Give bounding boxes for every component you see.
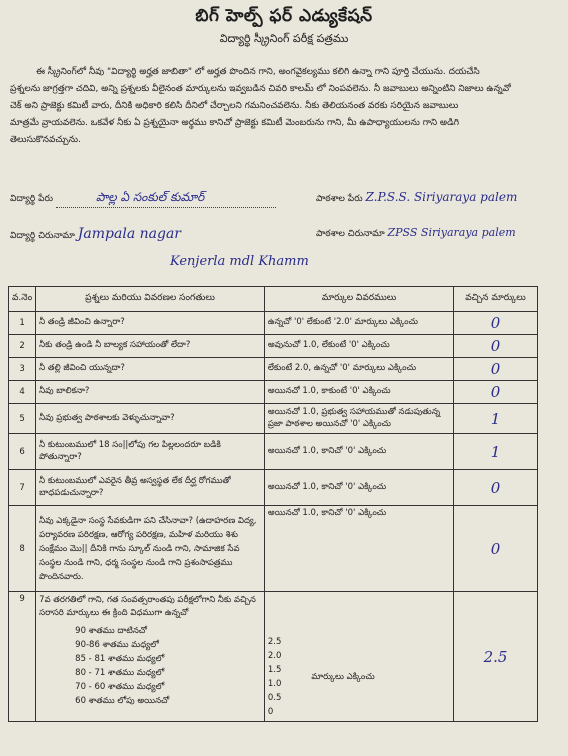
student-name-label: విద్యార్థి పేరు — [10, 194, 53, 204]
row-mark-value: 0 — [490, 478, 501, 497]
row-number: 7 — [9, 470, 36, 506]
row-question: నీ కుటుంబములో ఎవరైన తీవ్ర అస్వస్థత లేక దీర్ఘ రోగముతో బాధపడుచున్నారా? — [36, 470, 265, 506]
row-question: నీ కుటుంబములో 18 సం||లోపు గల పిల్లలందరూ బడికి పోతున్నారా? — [36, 434, 265, 470]
row-mark-cell[interactable] — [454, 358, 538, 381]
table-row — [9, 312, 538, 335]
row-mark-value: 1 — [490, 442, 501, 461]
instruction-line: చెక్ అని ప్రాజెక్టు కమిటీ వారు, దీనికి అధికారి కలిసి దీనిలో చేర్చాలని గమనించవలెను. నీకు తెలియనంత వరకు సరియైన జవాబులు — [10, 101, 459, 111]
range-item: 85 - 81 శాతము మధ్యలో — [75, 654, 165, 664]
row-mark-cell[interactable] — [454, 335, 538, 358]
row-marks-rule: అయినచో 1.0, కానిచో '0' ఎక్కించు — [264, 506, 453, 592]
instruction-line: ఈ స్క్రీనింగ్‌లో నీవు "విద్యార్థి అర్హత జాబితా" లో అర్హత పొందిన గాని, అంగవైకల్యము కలిగి ఉన్నా గాని పూర్తి చేయును. దయచేసి — [36, 67, 480, 77]
range-item: 70 - 60 శాతము మధ్యలో — [75, 682, 165, 692]
row-marks-rule: లేకుంటే 2.0, ఉన్నచో '0' మార్కులు ఎక్కించు — [264, 358, 453, 381]
table-row — [9, 434, 538, 470]
row-marks-rule: అయినచో 1.0, కానిచో '0' ఎక్కించు — [264, 470, 453, 506]
row-mark-cell[interactable] — [454, 506, 538, 592]
range-item: 90 శాతము దాటినచో — [75, 626, 147, 636]
row-number: 6 — [9, 434, 36, 470]
table-row — [9, 358, 538, 381]
row-marks-rule: అవునుచో 1.0, లేకుంటే '0' ఎక్కించు — [264, 335, 453, 358]
row-number: 3 — [9, 358, 36, 381]
range-item: 90-86 శాతము మధ్యలో — [75, 640, 159, 650]
instruction-line: మాత్రమే వ్రాయవలెను. ఒకవేళ నీకు ఏ ప్రశ్నయైనా అర్థము కానిచో ప్రాజెక్టు కమిటీ మెంబరును గాని, మీ ఉపాధ్యాయులను గాని అడిగి — [10, 118, 460, 128]
col-header-marks-detail: మార్కుల వివరములు — [264, 287, 453, 312]
instruction-line: ప్రశ్నలను జాగ్రత్తగా చదివి, అన్ని ప్రశ్నలకు వీలైనంత మార్కులను ఇవ్వబడిన చివరి కాలమ్ లో నింపవలెను. నీ జవాబులు అన్నింటిని నిజాలు ఉన్నవో — [10, 84, 511, 94]
row-mark-value: 1 — [490, 409, 501, 428]
marks-scale — [268, 635, 450, 719]
row-mark-cell[interactable] — [454, 404, 538, 434]
row-marks-rule: అయినచో 1.0, కాకుంటే '0' ఎక్కించు — [264, 381, 453, 404]
scale-value: 0 — [267, 707, 274, 717]
table-row — [9, 404, 538, 434]
percentage-range-list — [75, 624, 261, 708]
row-number: 8 — [9, 506, 36, 592]
table-row — [9, 506, 538, 592]
row-number: 9 — [9, 592, 36, 722]
scale-label: మార్కులు ఎక్కించు — [311, 672, 375, 682]
address-label: విద్యార్థి చిరునామా — [10, 231, 75, 241]
col-header-marks-obtained: వచ్చిన మార్కులు — [454, 287, 538, 312]
scale-value: 2.0 — [267, 651, 282, 661]
row-question: నీకు తండ్రి ఉండి నీ బాల్యక సహాయంతో లేదా? — [36, 335, 265, 358]
screening-table — [8, 286, 538, 722]
row-number: 4 — [9, 381, 36, 404]
row-marks-rule: అయినచో 1.0, ప్రభుత్వ సహాయముతో నడుపుతున్న ప్రజా పాఠశాల అయినచో '0' ఎక్కించు — [264, 404, 453, 434]
row-question-text: 7వ తరగతిలో గాని, గత సంవత్సరాంతపు పరీక్షలోగాని నీకు వచ్చిన సరాసరి మార్కులు ఈ క్రింది విధముగా ఉన్నచో — [39, 595, 256, 618]
school-address-value: ZPSS Siriyaraya palem — [387, 226, 516, 239]
col-header-serial: వ.నెం — [9, 287, 36, 312]
row-question: నీ తండ్రి జీవించి ఉన్నారా? — [36, 312, 265, 335]
range-item: 80 - 71 శాతము మధ్యలో — [75, 668, 165, 678]
col-header-question: ప్రశ్నలు మరియు వివరణల సంగతులు — [36, 287, 265, 312]
range-item: 60 శాతము లోపు అయినచో — [75, 696, 170, 706]
row-mark-value: 0 — [490, 337, 501, 355]
row-question — [36, 592, 265, 722]
school-name-label: పాఠశాల పేరు — [316, 194, 363, 204]
table-header-row — [9, 287, 538, 312]
row-mark-value: 2.5 — [483, 647, 508, 666]
table-row — [9, 592, 538, 722]
school-name-field[interactable] — [316, 190, 517, 206]
scale-values — [268, 635, 282, 719]
row-mark-cell[interactable] — [454, 381, 538, 404]
row-question: నీ తల్లి జీవించి యున్నదా? — [36, 358, 265, 381]
row-marks-rule: అయినచో 1.0, కానిచో '0' ఎక్కించు — [264, 434, 453, 470]
row-number: 2 — [9, 335, 36, 358]
row-mark-value: 0 — [490, 360, 501, 378]
student-name-value: పాల్ల ఏ సంకుల్ కుమార్ — [95, 190, 205, 204]
row-mark-value: 0 — [490, 539, 501, 558]
address-field-line2[interactable] — [170, 254, 309, 269]
scale-value: 1.5 — [267, 665, 282, 675]
instruction-line: తెలుసుకొనవచ్చును. — [10, 135, 81, 145]
table-row — [9, 470, 538, 506]
row-question: నీవు బాలికనా? — [36, 381, 265, 404]
school-name-value: Z.P.S.S. Siriyaraya palem — [365, 190, 518, 204]
row-question: నీవు ఎక్కడైనా సంస్థ సేవకుడిగా పని చేసినావా? (ఉదాహరణ విద్య, పర్యావరణ పరిరక్షణ, ఆరోగ్య పరిరక్షణ, మహిళ మరియు శిశు సంక్షేమం మొ|| దీనికి గాను స్కూల్ నుండి గాని, సామాజిక సేవ సంస్థల నుండి గాని, ధర్మ సంస్థల నుండి గాని ప్రశంసాపత్రము పొందినవారు. — [36, 506, 265, 592]
table-row — [9, 381, 538, 404]
row-number: 1 — [9, 312, 36, 335]
instructions — [10, 64, 558, 149]
form-title: బిగ్ హెల్ప్ ఫర్ ఎడ్యుకేషన్ — [195, 6, 373, 26]
row-mark-cell[interactable] — [454, 312, 538, 335]
row-mark-cell[interactable] — [454, 592, 538, 722]
address-value-line1: Jampala nagar — [77, 226, 181, 242]
address-value-line2: Kenjerla mdl Khamm — [170, 254, 309, 269]
scale-value: 2.5 — [267, 637, 282, 647]
row-question: నీవు ప్రభుత్వ పాఠశాలకు వెళ్ళుచున్నావా? — [36, 404, 265, 434]
school-address-label: పాఠశాల చిరునామా — [316, 229, 385, 239]
address-field[interactable] — [10, 226, 181, 243]
row-mark-cell[interactable] — [454, 470, 538, 506]
row-mark-value: 0 — [490, 314, 501, 332]
row-number: 5 — [9, 404, 36, 434]
student-name-field[interactable] — [10, 190, 276, 208]
school-address-field[interactable] — [316, 226, 516, 241]
table-row — [9, 335, 538, 358]
form-subtitle: విద్యార్థి స్క్రీనింగ్ పరీక్ష పత్రము — [219, 32, 349, 45]
row-marks-rule: ఉన్నచో '0' లేకుంటే '2.0' మార్కులు ఎక్కించు — [264, 312, 453, 335]
row-marks-rule — [264, 592, 453, 722]
scale-value: 0.5 — [267, 693, 282, 703]
row-mark-value: 0 — [490, 383, 501, 401]
row-mark-cell[interactable] — [454, 434, 538, 470]
scale-value: 1.0 — [267, 679, 282, 689]
